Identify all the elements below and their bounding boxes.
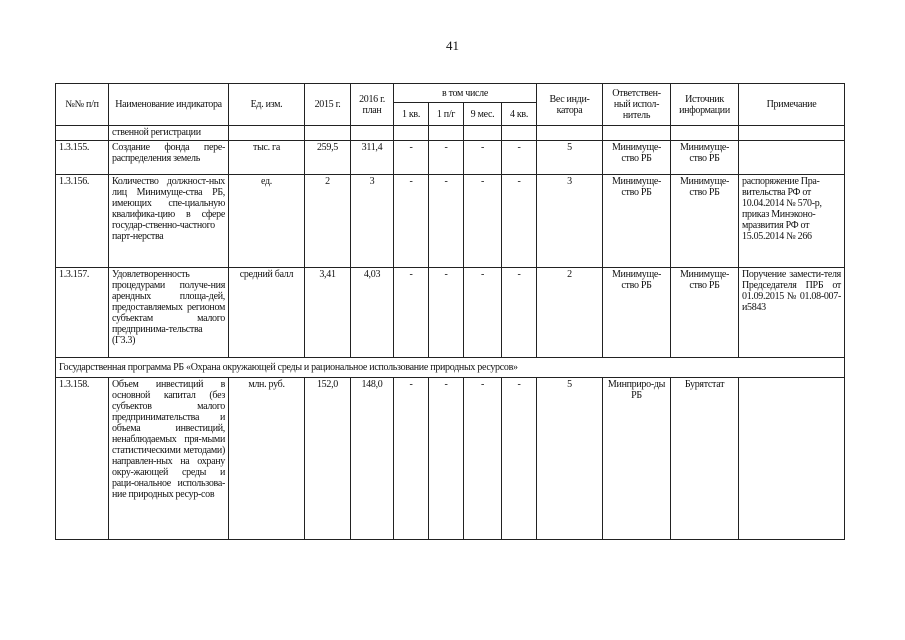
responsible: Минприро-ды РБ xyxy=(603,378,671,540)
source: Минимуще-ство РБ xyxy=(671,141,739,175)
unit: тыс. га xyxy=(229,141,305,175)
value-h1: - xyxy=(429,141,464,175)
value-q1: - xyxy=(394,175,429,268)
row-number: 1.3.157. xyxy=(56,268,109,358)
value-2016: 3 xyxy=(351,175,394,268)
value-9m: - xyxy=(464,141,502,175)
value-2015: 3,41 xyxy=(305,268,351,358)
header-h1: 1 п/г xyxy=(429,103,464,126)
header-unit: Ед. изм. xyxy=(229,84,305,126)
unit: средний балл xyxy=(229,268,305,358)
header-9m: 9 мес. xyxy=(464,103,502,126)
source: Минимуще-ство РБ xyxy=(671,175,739,268)
value-q4: - xyxy=(502,175,537,268)
value-2015: 259,5 xyxy=(305,141,351,175)
note xyxy=(739,141,845,175)
header-responsible: Ответствен-ный испол-нитель xyxy=(603,84,671,126)
indicator-name: Количество должност-ных лиц Минимуще-ства РБ, имеющих спе-циальную квалифика-цию в сфере государ-ственно-частного парт-нерства xyxy=(109,175,229,268)
value-2016: 311,4 xyxy=(351,141,394,175)
value-h1: - xyxy=(429,268,464,358)
header-2015: 2015 г. xyxy=(305,84,351,126)
value-9m: - xyxy=(464,378,502,540)
value-2016: 148,0 xyxy=(351,378,394,540)
value-q1: - xyxy=(394,141,429,175)
source: Бурятстат xyxy=(671,378,739,540)
value-q4: - xyxy=(502,378,537,540)
indicator-name: Удовлетворенность процедурами получе-ния арендных площа-дей, предоставляемых регионом субъектам малого предпринима-тельства (Г3.3) xyxy=(109,268,229,358)
value-q4: - xyxy=(502,268,537,358)
table-row xyxy=(56,378,845,540)
row-number: 1.3.155. xyxy=(56,141,109,175)
header-weight: Вес инди-катора xyxy=(537,84,603,126)
header-including: в том числе xyxy=(394,84,537,103)
value-9m: - xyxy=(464,268,502,358)
responsible: Минимуще-ство РБ xyxy=(603,268,671,358)
weight: 2 xyxy=(537,268,603,358)
header-note: Примечание xyxy=(739,84,845,126)
header-q1: 1 кв. xyxy=(394,103,429,126)
weight: 5 xyxy=(537,378,603,540)
header-name: Наименование индикатора xyxy=(109,84,229,126)
header-row xyxy=(56,84,845,103)
table-row xyxy=(56,268,845,358)
responsible: Минимуще-ство РБ xyxy=(603,175,671,268)
value-q1: - xyxy=(394,268,429,358)
header-2016: 2016 г. план xyxy=(351,84,394,126)
source: Минимуще-ство РБ xyxy=(671,268,739,358)
program-title: Государственная программа РБ «Охрана окружающей среды и рациональное использование природных ресурсов» xyxy=(56,358,845,378)
row-number: 1.3.156. xyxy=(56,175,109,268)
header-source: Источник информации xyxy=(671,84,739,126)
value-h1: - xyxy=(429,175,464,268)
note: Поручение замести-теля Председателя ПРБ от 01.09.2015 № 01.08-007-и5843 xyxy=(739,268,845,358)
value-2015: 2 xyxy=(305,175,351,268)
header-num: №№ п/п xyxy=(56,84,109,126)
indicators-table xyxy=(55,83,845,540)
weight: 3 xyxy=(537,175,603,268)
note xyxy=(739,378,845,540)
unit: ед. xyxy=(229,175,305,268)
value-q4: - xyxy=(502,141,537,175)
value-2016: 4,03 xyxy=(351,268,394,358)
indicator-name: Объем инвестиций в основной капитал (без субъектов малого предпринимательства и объема инвестиций, ненаблюдаемых пря-мыми статистическими методами) направлен-ных на охрану окру-жающей среды и раци-ональное использова-ние природных ресур-сов xyxy=(109,378,229,540)
table-row xyxy=(56,126,845,141)
value-9m: - xyxy=(464,175,502,268)
value-q1: - xyxy=(394,378,429,540)
indicator-name: Создание фонда пере-распределения земель xyxy=(109,141,229,175)
program-row xyxy=(56,358,845,378)
responsible: Минимуще-ство РБ xyxy=(603,141,671,175)
unit: млн. руб. xyxy=(229,378,305,540)
value-2015: 152,0 xyxy=(305,378,351,540)
page-number: 41 xyxy=(446,38,459,53)
row-number: 1.3.158. xyxy=(56,378,109,540)
header-q4: 4 кв. xyxy=(502,103,537,126)
table-row xyxy=(56,175,845,268)
note: распоряжение Пра-вительства РФ от 10.04.2014 № 570-р, приказ Минэконо-мразвития РФ от 15.05.2014 № 266 xyxy=(739,175,845,268)
weight: 5 xyxy=(537,141,603,175)
table-row xyxy=(56,141,845,175)
value-h1: - xyxy=(429,378,464,540)
continuation-text: ственной регистрации xyxy=(109,126,229,141)
